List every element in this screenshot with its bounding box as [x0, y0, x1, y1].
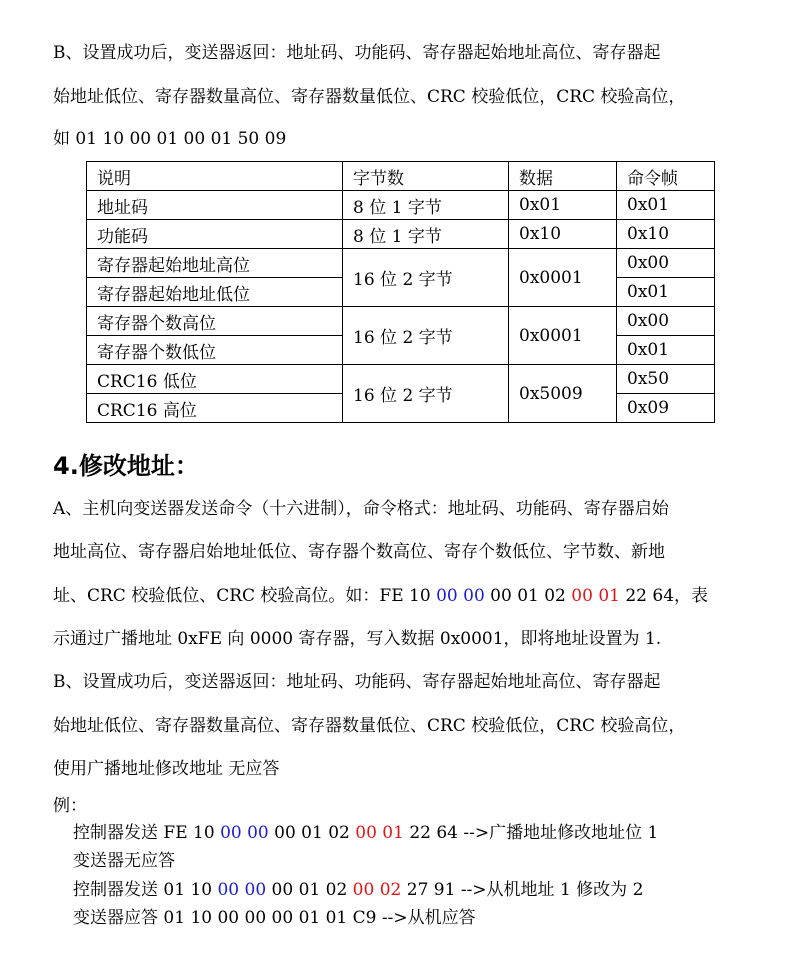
example-line-1	[73, 822, 658, 844]
para-b2-line-1: B、设置成功后，变送器返回：地址码、功能码、寄存器起始地址高位、寄存器起	[53, 672, 661, 692]
cell-bytes: 8 位 1 字节	[343, 191, 509, 220]
example-line-3	[73, 879, 643, 901]
para-a-line-3	[53, 584, 708, 608]
cell-desc: 寄存器个数高位	[87, 307, 343, 336]
cell-desc: 功能码	[87, 220, 343, 249]
cell-data: 0x01	[509, 191, 617, 220]
text-segment: 22 64 -->广播地址修改地址位 1	[403, 823, 659, 843]
table-row	[87, 191, 715, 220]
header-desc: 说明	[87, 162, 343, 191]
para-a-line-4: 示通过广播地址 0xFE 向 0000 寄存器，写入数据 0x0001，即将地址设置为 1.	[53, 629, 662, 649]
header-data: 数据	[509, 162, 617, 191]
cell-frame: 0x01	[617, 336, 715, 365]
example-line-2: 变送器无应答	[73, 851, 175, 871]
cell-frame: 0x10	[617, 220, 715, 249]
text-segment: 27 91 -->从机地址 1 修改为 2	[401, 880, 644, 900]
cell-data: 0x10	[509, 220, 617, 249]
cell-frame: 0x09	[617, 394, 715, 423]
example-label: 例：	[53, 796, 87, 816]
highlight-new-address: 00 01	[355, 823, 404, 843]
cell-desc: 寄存器起始地址高位	[87, 249, 343, 278]
cell-desc: CRC16 低位	[87, 365, 343, 394]
cell-bytes: 8 位 1 字节	[343, 220, 509, 249]
highlight-register-address: 00 00	[220, 823, 269, 843]
section-heading: 4.修改地址：	[53, 452, 199, 480]
table-row	[87, 365, 715, 394]
table-row	[87, 249, 715, 278]
cell-frame: 0x01	[617, 191, 715, 220]
cell-bytes: 16 位 2 字节	[343, 365, 509, 423]
cell-desc: 寄存器个数低位	[87, 336, 343, 365]
table-row	[87, 307, 715, 336]
header-frame: 命令帧	[617, 162, 715, 191]
text-segment: 22 64，表	[619, 586, 709, 606]
cell-bytes: 16 位 2 字节	[343, 307, 509, 365]
cell-desc: 寄存器起始地址低位	[87, 278, 343, 307]
table-header-row	[87, 162, 715, 191]
cell-frame: 0x01	[617, 278, 715, 307]
highlight-register-address: 00 00	[436, 586, 485, 606]
para-b-line-2: 始地址低位、寄存器数量高位、寄存器数量低位、CRC 校验低位，CRC 校验高位，	[53, 87, 686, 107]
cell-frame: 0x50	[617, 365, 715, 394]
text-segment: 00 01 02	[268, 823, 356, 843]
text-segment: 控制器发送 FE 10	[73, 823, 221, 843]
header-bytes: 字节数	[343, 162, 509, 191]
cell-data: 0x0001	[509, 249, 617, 307]
cell-desc: CRC16 高位	[87, 394, 343, 423]
cell-frame: 0x00	[617, 249, 715, 278]
highlight-new-address: 00 02	[352, 880, 402, 900]
text-segment: 控制器发送 01 10	[73, 880, 218, 900]
highlight-register-address: 00 00	[217, 880, 267, 900]
para-b2-line-3: 使用广播地址修改地址 无应答	[53, 759, 280, 779]
para-b-line-3: 如 01 10 00 01 00 01 50 09	[53, 129, 287, 149]
cell-frame: 0x00	[617, 307, 715, 336]
para-b-line-1: B、设置成功后，变送器返回：地址码、功能码、寄存器起始地址高位、寄存器起	[53, 43, 661, 63]
register-table	[86, 161, 715, 423]
para-a-line-1: A、主机向变送器发送命令（十六进制），命令格式：地址码、功能码、寄存器启始	[53, 499, 669, 519]
cell-data: 0x5009	[509, 365, 617, 423]
cell-bytes: 16 位 2 字节	[343, 249, 509, 307]
highlight-new-address: 00 01	[571, 586, 620, 606]
table-row	[87, 220, 715, 249]
para-b2-line-2: 始地址低位、寄存器数量高位、寄存器数量低位、CRC 校验低位，CRC 校验高位，	[53, 716, 686, 736]
para-a-line-2: 地址高位、寄存器启始地址低位、寄存器个数高位、寄存个数低位、字节数、新地	[53, 542, 665, 562]
cell-data: 0x0001	[509, 307, 617, 365]
text-segment: 址、CRC 校验低位、CRC 校验高位。如：FE 10	[53, 586, 437, 606]
cell-desc: 地址码	[87, 191, 343, 220]
text-segment: 00 01 02	[266, 880, 353, 900]
text-segment: 00 01 02	[484, 586, 572, 606]
example-line-4: 变送器应答 01 10 00 00 00 01 01 C9 -->从机应答	[73, 908, 476, 928]
